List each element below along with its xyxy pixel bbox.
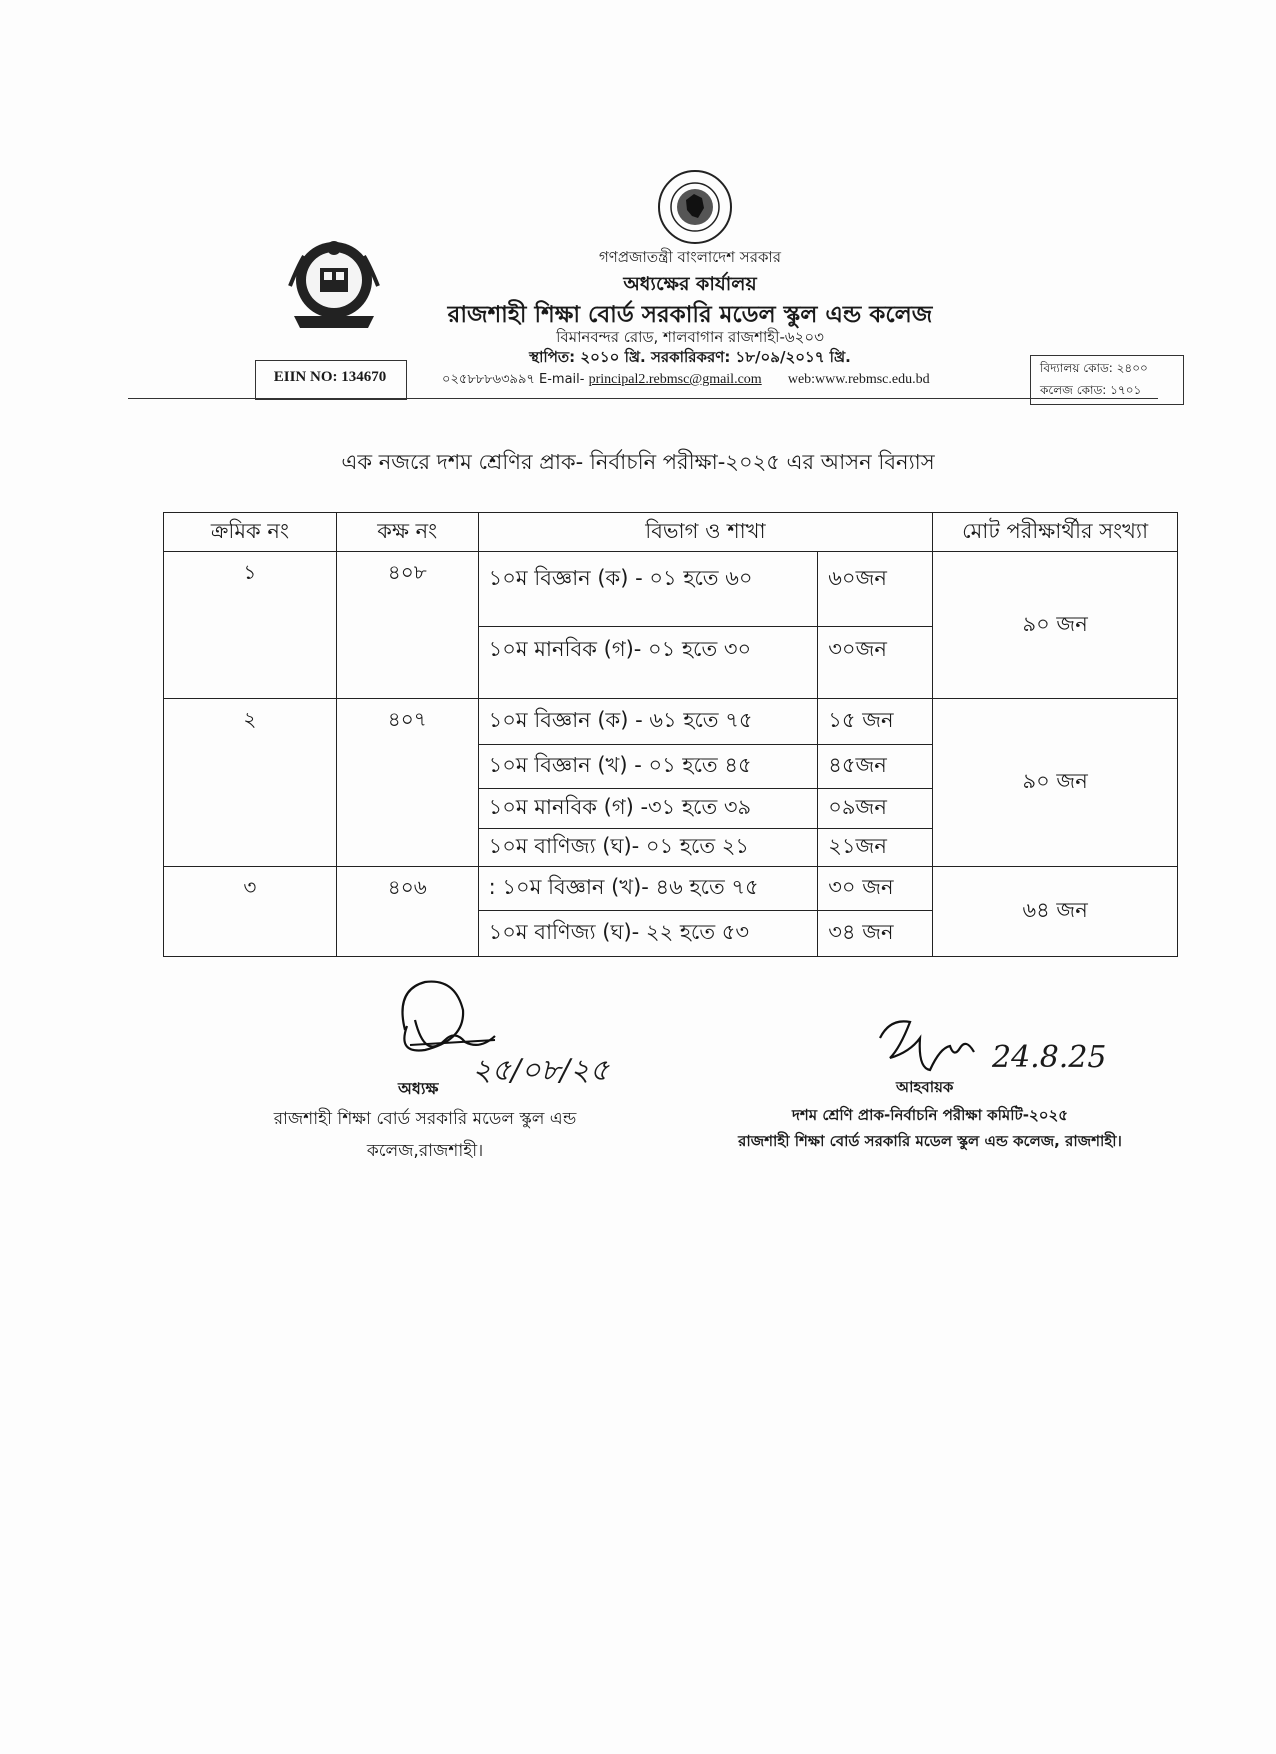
section-cell: ১০ম বিজ্ঞান (খ) - ০১ হতে ৪৫ — [478, 745, 818, 789]
section-cell: ১০ম বিজ্ঞান (ক) - ৬১ হতে ৭৫ — [478, 699, 818, 745]
count-cell: ৪৫জন — [818, 745, 933, 789]
serial-cell: ২ — [164, 699, 337, 867]
total-cell: ৯০ জন — [933, 552, 1178, 699]
institution-name: রাজশাহী শিক্ষা বোর্ড সরকারি মডেল স্কুল এন্ড কলেজ — [447, 302, 933, 328]
school-code: বিদ্যালয় কোড: ২৪০০ — [1040, 361, 1148, 375]
header-section: বিভাগ ও শাখা — [478, 513, 933, 552]
count-cell: ৩০জন — [818, 627, 933, 699]
phone-email-prefix: ০২৫৮৮৮৬৩৯৯৭ E-mail- — [442, 372, 585, 387]
serial-cell: ৩ — [164, 867, 337, 957]
section-cell: ১০ম বাণিজ্য (ঘ)- ০১ হতে ২১ — [478, 829, 818, 867]
principal-institution-line2: কলেজ,রাজশাহী। — [366, 1141, 484, 1161]
institution-address: বিমানবন্দর রোড, শালবাগান রাজশাহী-৬২০৩ — [556, 328, 824, 346]
government-seal — [656, 168, 734, 246]
convener-role: আহবায়ক — [896, 1078, 954, 1096]
section-cell: ১০ম বাণিজ্য (ঘ)- ২২ হতে ৫৩ — [478, 911, 818, 957]
table-row — [164, 552, 1178, 627]
count-cell: ২১জন — [818, 829, 933, 867]
count-cell: ৬০জন — [818, 552, 933, 627]
principal-handwritten-date: ২৫/০৮/২৫ — [472, 1053, 610, 1088]
college-code: কলেজ কোড: ১৭০১ — [1040, 383, 1142, 397]
section-cell: ১০ম বিজ্ঞান (ক) - ০১ হতে ৬০ — [478, 552, 818, 627]
page-title: এক নজরে দশম শ্রেণির প্রাক- নির্বাচনি পরীক্ষা-২০২৫ এর আসন বিন্যাস — [341, 450, 935, 474]
email-link[interactable]: principal2.rebmsc@gmail.com — [588, 372, 762, 387]
count-cell: ১৫ জন — [818, 699, 933, 745]
section-cell: ১০ম মানবিক (গ) -৩১ হতে ৩৯ — [478, 789, 818, 829]
room-cell: ৪০৬ — [336, 867, 478, 957]
header-room: কক্ষ নং — [336, 513, 478, 552]
seat-plan-table — [163, 512, 1178, 957]
principal-institution-line1: রাজশাহী শিক্ষা বোর্ড সরকারি মডেল স্কুল এন্ড — [273, 1109, 577, 1129]
convener-handwritten-date: 24.8.25 — [992, 1040, 1107, 1075]
office-name: অধ্যক্ষের কার্যালয় — [623, 273, 757, 295]
website[interactable]: web:www.rebmsc.edu.bd — [787, 372, 930, 387]
header-serial: ক্রমিক নং — [164, 513, 337, 552]
table-row — [164, 867, 1178, 911]
total-cell: ৯০ জন — [933, 699, 1178, 867]
count-cell: ০৯জন — [818, 789, 933, 829]
govt-name: গণপ্রজাতন্ত্রী বাংলাদেশ সরকার — [598, 248, 782, 266]
total-cell: ৬৪ জন — [933, 867, 1178, 957]
eiin-number: EIIN NO: 134670 — [273, 369, 387, 385]
contact-line — [442, 370, 962, 391]
section-cell: : ১০ম বিজ্ঞান (খ)- ৪৬ হতে ৭৫ — [478, 867, 818, 911]
count-cell: ৩৪ জন — [818, 911, 933, 957]
header-divider — [128, 398, 1158, 399]
table-row — [164, 699, 1178, 745]
room-cell: ৪০৭ — [336, 699, 478, 867]
count-cell: ৩০ জন — [818, 867, 933, 911]
principal-role: অধ্যক্ষ — [398, 1079, 439, 1098]
section-cell: ১০ম মানবিক (গ)- ০১ হতে ৩০ — [478, 627, 818, 699]
header-total: মোট পরীক্ষার্থীর সংখ্যা — [933, 513, 1178, 552]
convener-committee-line: দশম শ্রেণি প্রাক-নির্বাচনি পরীক্ষা কমিটি-২০২৫ — [792, 1106, 1068, 1124]
room-cell: ৪০৮ — [336, 552, 478, 699]
established-info: স্থাপিত: ২০১০ খ্রি. সরকারিকরণ: ১৮/০৯/২০১৭ খ্রি. — [529, 348, 851, 366]
convener-institution-line: রাজশাহী শিক্ষা বোর্ড সরকারি মডেল স্কুল এন্ড কলেজ, রাজশাহী। — [738, 1132, 1122, 1150]
serial-cell: ১ — [164, 552, 337, 699]
school-logo — [284, 236, 384, 336]
table-header-row — [164, 513, 1178, 552]
